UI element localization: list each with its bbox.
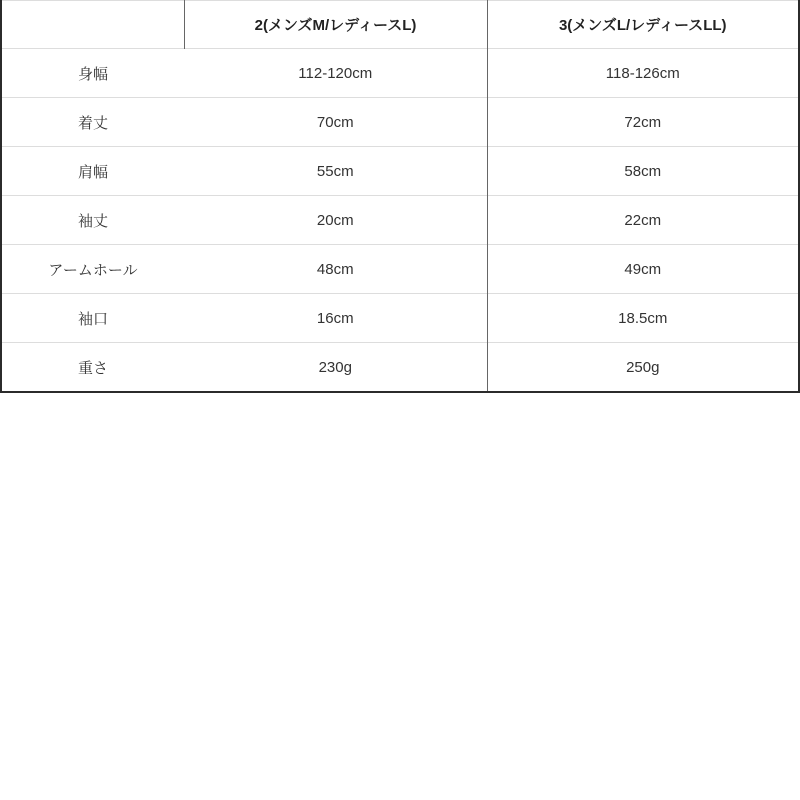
corner-header-cell <box>1 1 184 49</box>
row-label: 着丈 <box>1 98 184 147</box>
size-value: 118-126cm <box>487 49 799 98</box>
size-value: 16cm <box>184 294 487 343</box>
table-row-cuff <box>1 294 799 343</box>
header-row <box>1 1 799 49</box>
size-value: 58cm <box>487 147 799 196</box>
table-row-shoulder-width <box>1 147 799 196</box>
table-row-weight <box>1 343 799 393</box>
size-value: 49cm <box>487 245 799 294</box>
row-label: 身幅 <box>1 49 184 98</box>
table-row-sleeve-length <box>1 196 799 245</box>
size-chart-table <box>0 0 800 393</box>
size-value: 72cm <box>487 98 799 147</box>
table-row-body-width <box>1 49 799 98</box>
table-row-length <box>1 98 799 147</box>
column-header-size2: 2(メンズM/レディースL) <box>184 1 487 49</box>
table-row-armhole <box>1 245 799 294</box>
row-label: 重さ <box>1 343 184 393</box>
size-value: 48cm <box>184 245 487 294</box>
row-label: 袖口 <box>1 294 184 343</box>
size-value: 18.5cm <box>487 294 799 343</box>
size-value: 22cm <box>487 196 799 245</box>
row-label: アームホール <box>1 245 184 294</box>
size-value: 55cm <box>184 147 487 196</box>
row-label: 肩幅 <box>1 147 184 196</box>
size-value: 20cm <box>184 196 487 245</box>
size-value: 230g <box>184 343 487 393</box>
size-value: 250g <box>487 343 799 393</box>
column-header-size3: 3(メンズL/レディースLL) <box>487 1 799 49</box>
size-value: 70cm <box>184 98 487 147</box>
row-label: 袖丈 <box>1 196 184 245</box>
size-value: 112-120cm <box>184 49 487 98</box>
